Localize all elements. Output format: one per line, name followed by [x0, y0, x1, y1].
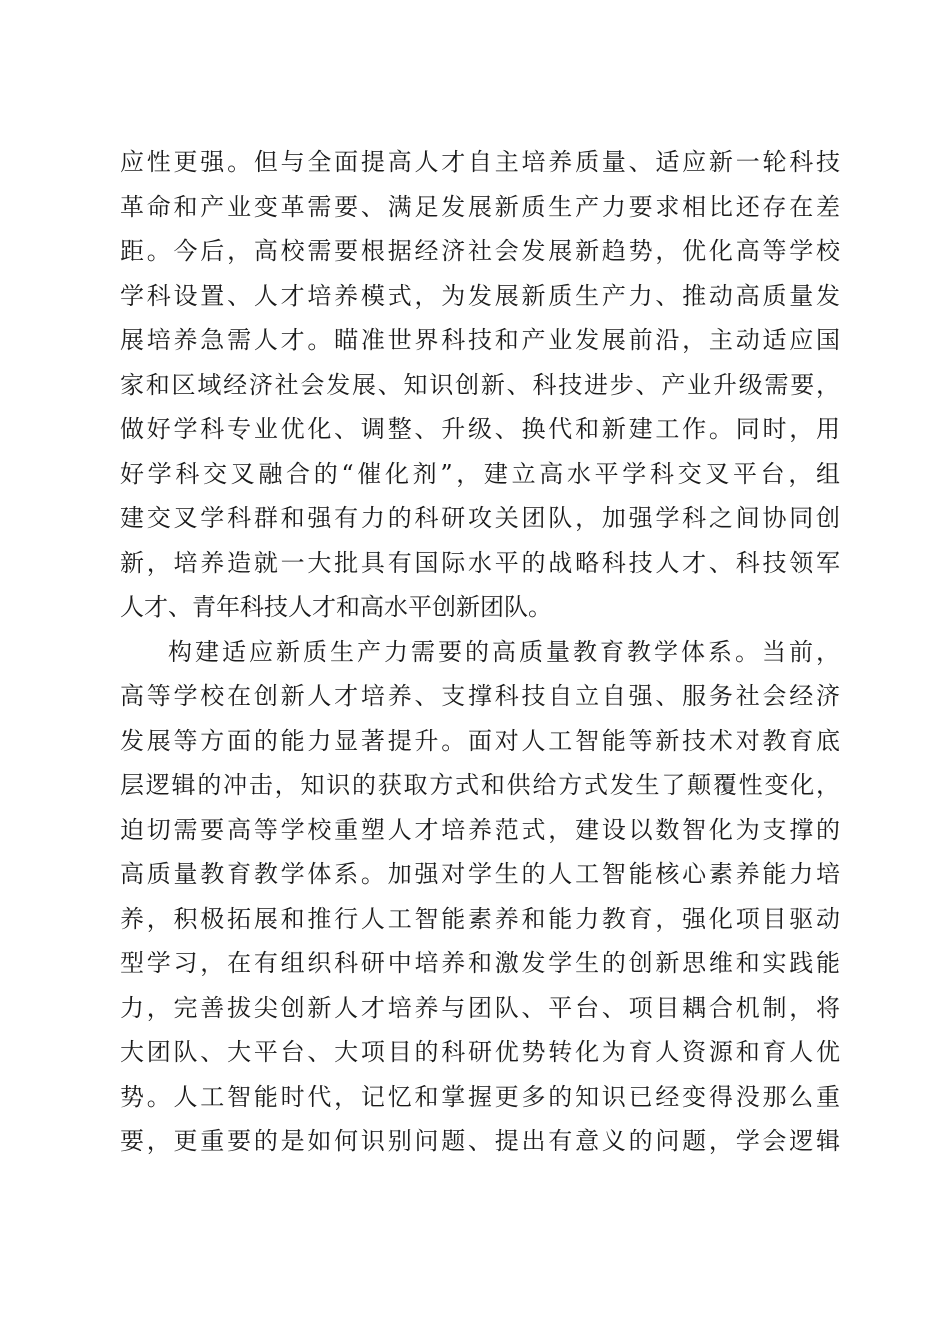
text-line: 层逻辑的冲击，知识的获取方式和供给方式发生了颠覆性变化，: [120, 771, 840, 799]
text-line: 发展等方面的能力显著提升。面对人工智能等新技术对教育底: [120, 726, 840, 755]
text-line: 新，培养造就一大批具有国际水平的战略科技人才、科技领军: [120, 548, 840, 577]
text-line: 型学习，在有组织科研中培养和激发学生的创新思维和实践能: [120, 949, 840, 977]
paragraph-1: [120, 140, 840, 630]
text-line: 养，积极拓展和推行人工智能素养和能力教育，强化项目驱动: [120, 904, 840, 933]
text-line: 人才、青年科技人才和高水平创新团队。: [120, 593, 552, 621]
text-line: 建交叉学科群和强有力的科研攻关团队，加强学科之间协同创: [120, 504, 840, 532]
text-line: 学科设置、人才培养模式，为发展新质生产力、推动高质量发: [120, 281, 840, 310]
text-line: 好学科交叉融合的“催化剂”，建立高水平学科交叉平台，组: [120, 459, 840, 488]
text-line: 势。人工智能时代，记忆和掌握更多的知识已经变得没那么重: [120, 1082, 840, 1111]
text-line: 展培养急需人才。瞄准世界科技和产业发展前沿，主动适应国: [120, 326, 840, 354]
text-line: 高质量教育教学体系。加强对学生的人工智能核心素养能力培: [120, 860, 840, 888]
text-line: 应性更强。但与全面提高人才自主培养质量、适应新一轮科技: [120, 148, 840, 176]
body-text: [120, 140, 840, 1164]
text-line: 力，完善拔尖创新人才培养与团队、平台、项目耦合机制，将: [120, 993, 840, 1022]
text-line: 做好学科专业优化、调整、升级、换代和新建工作。同时，用: [120, 415, 840, 443]
text-line: 距。今后，高校需要根据经济社会发展新趋势，优化高等学校: [120, 237, 840, 265]
paragraph-2: [120, 630, 840, 1164]
text-line: 大团队、大平台、大项目的科研优势转化为育人资源和育人优: [120, 1038, 840, 1066]
text-line: 要，更重要的是如何识别问题、提出有意义的问题，学会逻辑: [120, 1127, 840, 1155]
text-line: 家和区域经济社会发展、知识创新、科技进步、产业升级需要，: [120, 370, 840, 399]
text-line: 高等学校在创新人才培养、支撑科技自立自强、服务社会经济: [120, 682, 840, 710]
text-line: 迫切需要高等学校重塑人才培养范式，建设以数智化为支撑的: [120, 815, 840, 844]
text-line: 构建适应新质生产力需要的高质量教育教学体系。当前，: [168, 637, 840, 666]
text-line: 革命和产业变革需要、满足发展新质生产力要求相比还存在差: [120, 192, 840, 221]
